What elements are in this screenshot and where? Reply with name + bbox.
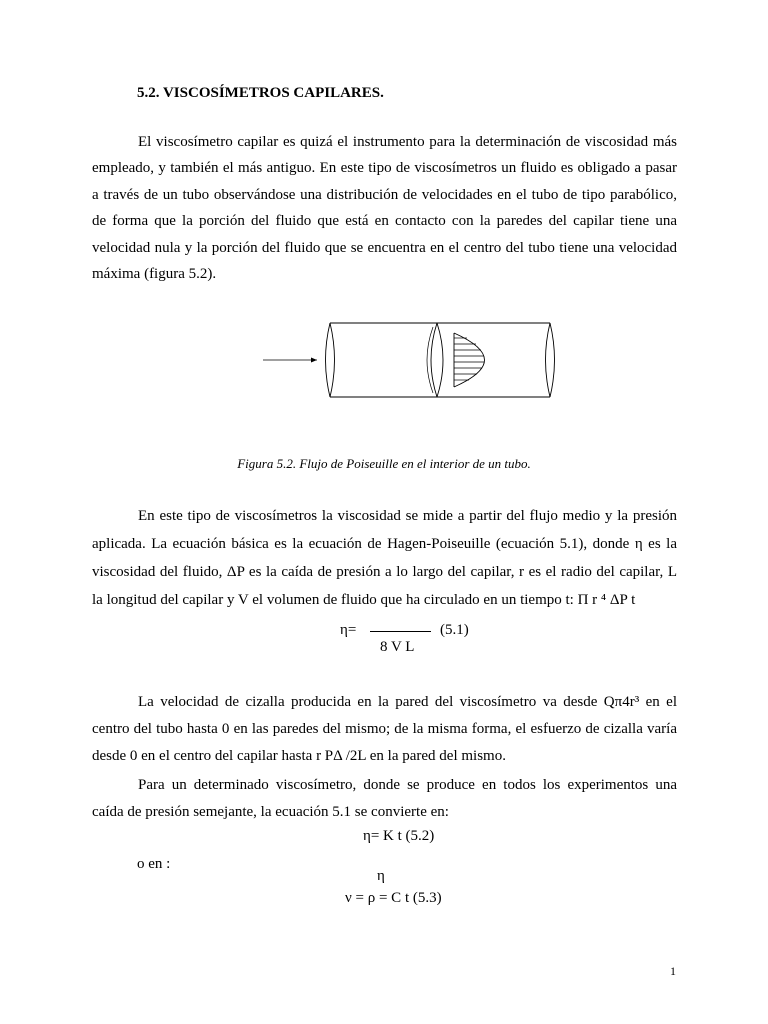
velocity-vectors bbox=[454, 338, 484, 380]
text-line: a través de un tubo observándose una distribución de velocidades en el tubo de tipo parabólico, bbox=[92, 186, 677, 203]
text-line: de forma que la porción del fluido que está en contacto con la paredes del capilar tiene una bbox=[92, 213, 677, 230]
flow-arrowhead bbox=[311, 358, 317, 363]
poiseuille-flow-figure bbox=[255, 315, 565, 425]
cross-section-right bbox=[437, 323, 443, 397]
velocity-parabola bbox=[454, 333, 485, 387]
text-line: Para un determinado viscosímetro, donde se produce en todos los experimentos una bbox=[138, 777, 677, 793]
section-heading: 5.2. VISCOSÍMETROS CAPILARES. bbox=[137, 85, 384, 101]
tube-end-left bbox=[326, 323, 331, 397]
paragraph-simplification bbox=[92, 772, 677, 826]
or-in-label: o en : bbox=[137, 856, 171, 872]
tube-end-left-inner bbox=[330, 323, 335, 397]
text-line: centro del tubo hasta 0 en las paredes del mismo; de la misma forma, el esfuerzo de cizalla varía bbox=[92, 721, 677, 737]
figure-caption: Figura 5.2. Flujo de Poiseuille en el interior de un tubo. bbox=[237, 456, 531, 471]
cross-section-inner bbox=[427, 327, 433, 393]
text-line: aplicada. La ecuación básica es la ecuación de Hagen-Poiseuille (ecuación 5.1), donde η es la bbox=[92, 536, 677, 552]
text-line: caída de presión semejante, la ecuación 5.1 se convierte en: bbox=[92, 804, 449, 820]
paragraph-intro bbox=[92, 129, 677, 287]
text-line: En este tipo de viscosímetros la viscosidad se mide a partir del flujo medio y la presión bbox=[138, 508, 677, 524]
page-number: 1 bbox=[670, 964, 676, 978]
paragraph-shear-rate bbox=[92, 689, 677, 770]
paragraph-hagen-poiseuille bbox=[92, 502, 677, 614]
text-line: El viscosímetro capilar es quizá el instrumento para la determinación de viscosidad más bbox=[138, 134, 677, 150]
equation-5-3: ν = ρ = C t (5.3) bbox=[345, 890, 442, 906]
tube-end-right-outer bbox=[550, 323, 555, 397]
text-line: velocidad nula y la porción del fluido que se encuentra en el centro del tubo tiene una velocidad bbox=[92, 239, 677, 256]
equation-5-1-number: (5.1) bbox=[440, 622, 469, 638]
tube-end-right bbox=[546, 323, 551, 397]
text-line: viscosidad del fluido, ΔP es la caída de presión a lo largo del capilar, r es el radio del capilar, L bbox=[92, 564, 677, 580]
cross-section-left bbox=[431, 323, 437, 397]
equation-5-3-numerator: η bbox=[377, 868, 385, 884]
text-line: empleado, y también el más antiguo. En este tipo de viscosímetros un fluido es obligado a pasar bbox=[92, 160, 677, 177]
text-line: la longitud del capilar y V el volumen de fluido que ha circulado en un tiempo t: Π r ⁴ ΔP t bbox=[92, 592, 636, 608]
text-line: desde 0 en el centro del capilar hasta r PΔ /2L en la pared del mismo. bbox=[92, 748, 506, 764]
fraction-bar bbox=[370, 631, 431, 632]
equation-5-2: η= K t (5.2) bbox=[363, 828, 435, 844]
equation-5-1-denominator: 8 V L bbox=[380, 639, 415, 655]
text-line: máxima (figura 5.2). bbox=[92, 265, 217, 282]
text-line: La velocidad de cizalla producida en la pared del viscosímetro va desde Qπ4r³ en el bbox=[138, 694, 677, 710]
equation-5-1-lhs: η= bbox=[340, 622, 357, 638]
